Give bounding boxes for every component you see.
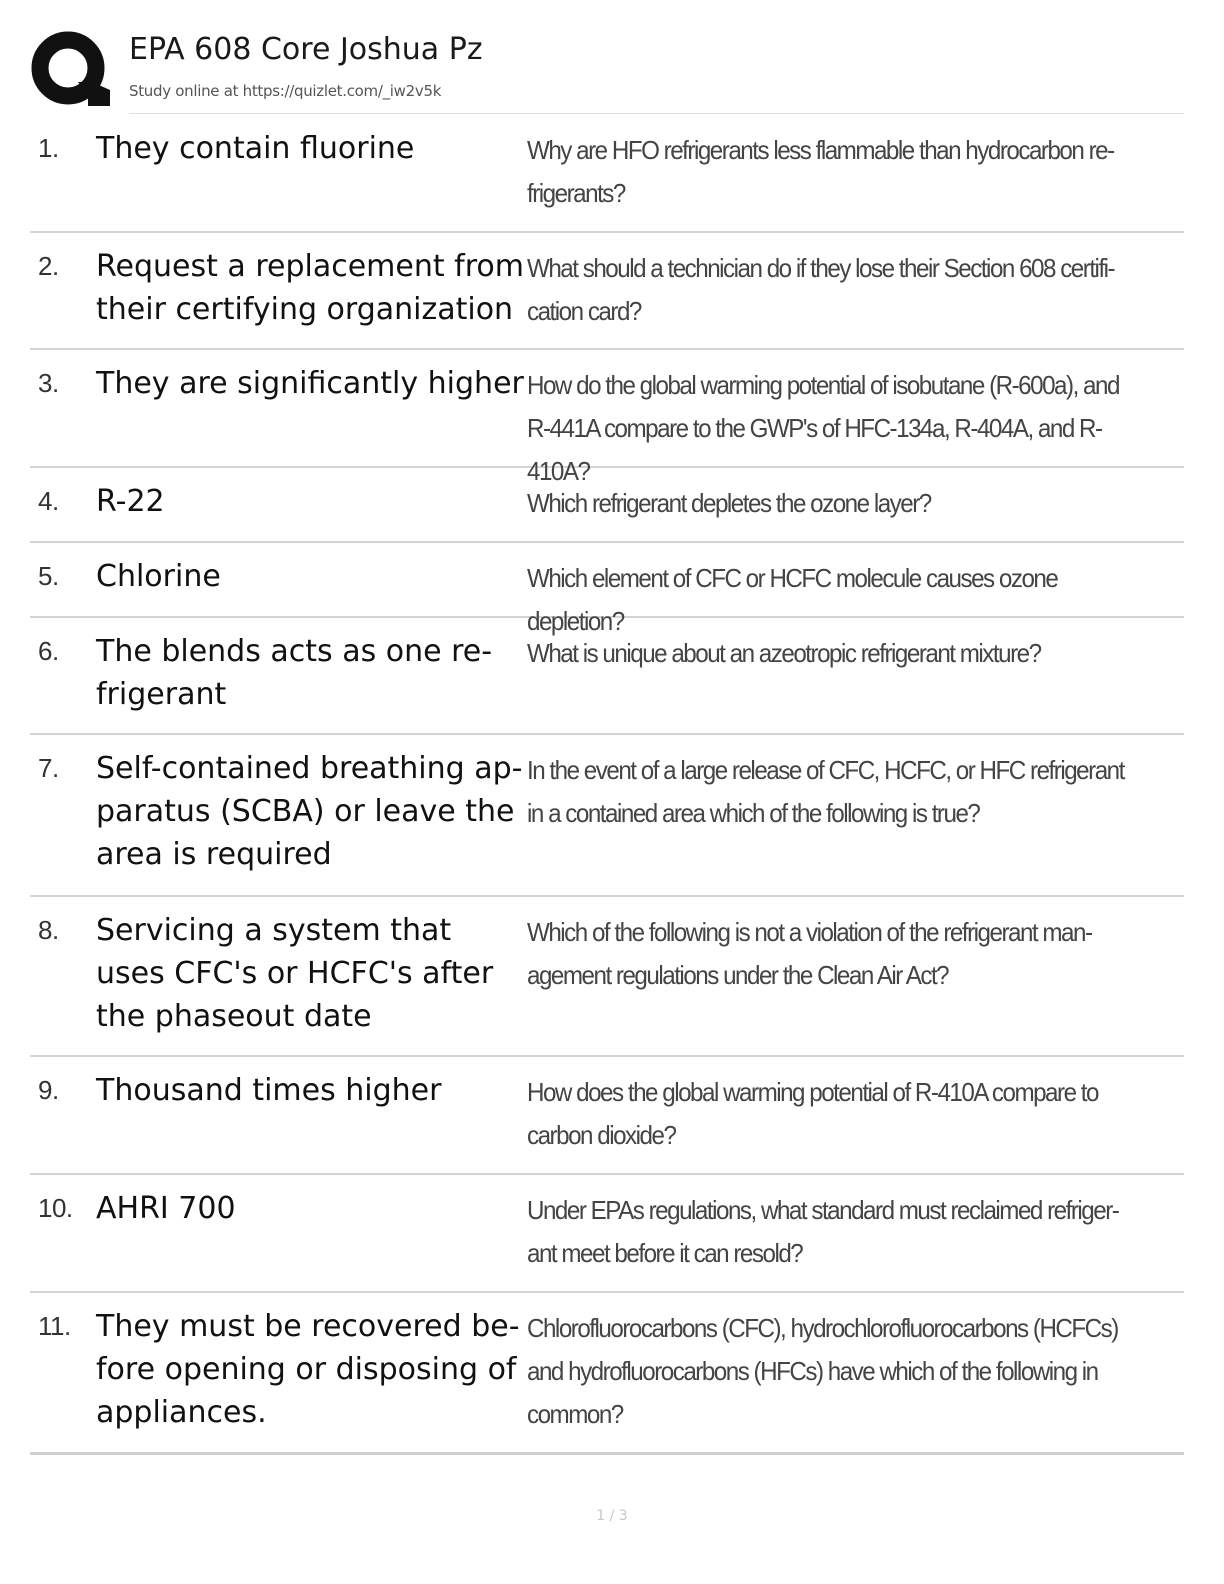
header-divider	[129, 113, 1184, 114]
quizlet-logo-icon	[30, 30, 110, 110]
card-term: Thousand times higher	[96, 1073, 442, 1108]
card-number: 7.	[38, 753, 59, 783]
card-definition: What is unique about an azeotropic refrigerant mixture?	[527, 638, 1041, 668]
flashcard-row	[30, 115, 1184, 233]
card-definition: Which refrigerant depletes the ozone layer?	[527, 488, 931, 518]
study-online-link[interactable]: Study online at https://quizlet.com/_iw2v5k	[129, 82, 442, 100]
card-term: Self-contained breathing ap-paratus (SCBA) or leave the area is required	[96, 751, 523, 872]
flashcard-list	[30, 115, 1184, 1455]
page-number: 1 / 3	[596, 1508, 628, 1524]
card-number: 2.	[38, 251, 59, 281]
card-number: 4.	[38, 486, 59, 516]
flashcard-row	[30, 468, 1184, 543]
card-term: Request a replacement from their certifying organization	[96, 249, 524, 327]
card-number: 5.	[38, 561, 59, 591]
card-definition: In the event of a large release of CFC, HCFC, or HFC refrigerant in a contained area which of the following is true?	[527, 755, 1124, 828]
card-number: 9.	[38, 1075, 59, 1105]
card-definition: Which of the following is not a violation of the refrigerant man-agement regulations under the Clean Air Act?	[527, 917, 1092, 990]
card-definition: Which element of CFC or HCFC molecule causes ozone depletion?	[527, 563, 1058, 636]
card-number: 8.	[38, 915, 59, 945]
card-term: AHRI 700	[96, 1191, 236, 1226]
card-term: They are significantly higher	[96, 366, 524, 401]
flashcard-row	[30, 897, 1184, 1057]
card-definition: Why are HFO refrigerants less flammable than hydrocarbon re-frigerants?	[527, 135, 1114, 208]
card-number: 11.	[38, 1311, 71, 1341]
card-term: They must be recovered be-fore opening or disposing of appliances.	[96, 1309, 520, 1430]
card-term: R-22	[96, 484, 165, 519]
card-definition: How does the global warming potential of R-410A compare to carbon dioxide?	[527, 1077, 1098, 1150]
card-term: Servicing a system that uses CFC's or HCFC's after the phaseout date	[96, 913, 494, 1034]
set-title: EPA 608 Core Joshua Pz	[129, 32, 483, 67]
flashcard-row	[30, 350, 1184, 486]
card-definition: What should a technician do if they lose their Section 608 certifi-cation card?	[527, 253, 1115, 326]
flashcard-row	[30, 1293, 1184, 1455]
flashcard-row	[30, 543, 1184, 636]
card-definition: How do the global warming potential of isobutane (R-600a), and R-441A compare to the GWP's of HFC-134a, R-404A, and R-410A?	[527, 370, 1119, 486]
card-term: The blends acts as one re-frigerant	[96, 634, 493, 712]
card-number: 10.	[38, 1193, 73, 1223]
flashcard-row	[30, 735, 1184, 897]
card-definition: Chlorofluorocarbons (CFC), hydrochlorofluorocarbons (HCFCs) and hydrofluorocarbons (HFCs) have which of the following in common?	[527, 1313, 1118, 1429]
card-number: 3.	[38, 368, 59, 398]
card-number: 6.	[38, 636, 59, 666]
card-term: They contain fluorine	[96, 131, 415, 166]
card-number: 1.	[38, 133, 59, 163]
card-term: Chlorine	[96, 559, 221, 594]
flashcard-row	[30, 1057, 1184, 1175]
flashcard-row	[30, 1175, 1184, 1293]
flashcard-row	[30, 233, 1184, 350]
card-definition: Under EPAs regulations, what standard must reclaimed refriger-ant meet before it can resold?	[527, 1195, 1119, 1268]
flashcard-row	[30, 618, 1184, 735]
